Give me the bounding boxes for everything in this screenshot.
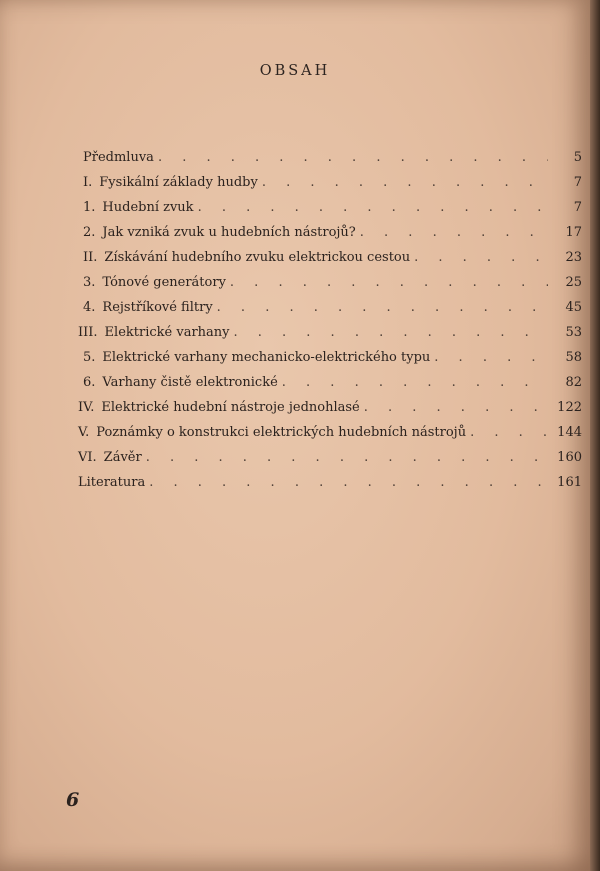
toc-entry-page: 5 bbox=[573, 150, 582, 165]
toc-entry-title: Jak vzniká zvuk u hudebních nástrojů? bbox=[102, 225, 356, 240]
toc-entry-page: 7 bbox=[573, 175, 582, 190]
toc-entry-page: 23 bbox=[565, 250, 582, 265]
toc-entry-chapter-4 bbox=[78, 400, 582, 415]
leader-dots bbox=[282, 375, 548, 390]
toc-entry-literatura bbox=[78, 475, 582, 490]
toc-entry-chapter-2 bbox=[83, 250, 582, 265]
toc-entry-page: 144 bbox=[557, 425, 582, 440]
leader-dots bbox=[230, 275, 548, 290]
toc-entry-page: 7 bbox=[573, 200, 582, 215]
toc-entry-title: Varhany čistě elektronické bbox=[102, 375, 278, 390]
toc-entry-predmluva bbox=[83, 150, 582, 165]
toc-entry-chapter-3 bbox=[78, 325, 582, 340]
leader-dots bbox=[414, 250, 548, 265]
leader-dots bbox=[198, 200, 548, 215]
toc-entry-section-5 bbox=[83, 350, 582, 365]
toc-entry-section-2 bbox=[83, 225, 582, 240]
toc-entry-page: 53 bbox=[565, 325, 582, 340]
leader-dots bbox=[262, 175, 548, 190]
toc-entry-page: 82 bbox=[565, 375, 582, 390]
toc-entry-page: 161 bbox=[557, 475, 582, 490]
toc-entry-number: II. bbox=[83, 250, 98, 265]
toc-entry-section-6 bbox=[83, 375, 582, 390]
toc-entry-page: 45 bbox=[565, 300, 582, 315]
toc-entry-chapter-1 bbox=[83, 175, 582, 190]
toc-entry-number: 1. bbox=[83, 200, 96, 215]
toc-entry-title: Rejstříkové filtry bbox=[102, 300, 213, 315]
toc-entry-title: Hudební zvuk bbox=[102, 200, 194, 215]
toc-entry-section-3 bbox=[83, 275, 582, 290]
page-title: OBSAH bbox=[259, 63, 331, 79]
leader-dots bbox=[364, 400, 548, 415]
toc-entry-page: 160 bbox=[557, 450, 582, 465]
leader-dots bbox=[434, 350, 548, 365]
toc-entry-number: IV. bbox=[78, 400, 95, 415]
toc-entry-number: III. bbox=[78, 325, 98, 340]
toc-entry-number: VI. bbox=[78, 450, 97, 465]
toc-entry-title: Předmluva bbox=[83, 150, 154, 165]
toc-entry-title: Elektrické hudební nástroje jednohlasé bbox=[101, 400, 360, 415]
toc-entry-chapter-6 bbox=[78, 450, 582, 465]
toc-entry-number: V. bbox=[78, 425, 90, 440]
toc-entry-number: 6. bbox=[83, 375, 96, 390]
leader-dots bbox=[234, 325, 549, 340]
leader-dots bbox=[149, 475, 548, 490]
toc-entry-title: Závěr bbox=[103, 450, 142, 465]
toc-entry-number: 2. bbox=[83, 225, 96, 240]
toc-entry-title: Tónové generátory bbox=[102, 275, 226, 290]
toc-entry-title: Elektrické varhany mechanicko-elektrického typu bbox=[102, 350, 431, 365]
toc-entry-section-4 bbox=[83, 300, 582, 315]
toc-entry-number: 3. bbox=[83, 275, 96, 290]
toc-entry-page: 122 bbox=[557, 400, 582, 415]
leader-dots bbox=[470, 425, 548, 440]
toc-entry-title: Poznámky o konstrukci elektrických hudebních nástrojů bbox=[96, 425, 467, 440]
toc-entry-page: 25 bbox=[565, 275, 582, 290]
toc-entry-title: Elektrické varhany bbox=[104, 325, 230, 340]
toc-entry-chapter-5 bbox=[78, 425, 582, 440]
toc-entry-page: 58 bbox=[565, 350, 582, 365]
leader-dots bbox=[158, 150, 548, 165]
leader-dots bbox=[146, 450, 548, 465]
page-number: 6 bbox=[66, 789, 80, 811]
toc-entry-page: 17 bbox=[565, 225, 582, 240]
toc-entry-title: Literatura bbox=[78, 475, 146, 490]
toc-entry-title: Získávání hudebního zvuku elektrickou cestou bbox=[104, 250, 411, 265]
toc-entry-number: I. bbox=[83, 175, 93, 190]
toc-entry-title: Fysikální základy hudby bbox=[99, 175, 258, 190]
toc-entry-number: 5. bbox=[83, 350, 96, 365]
toc-entry-section-1 bbox=[83, 200, 582, 215]
toc-entry-number: 4. bbox=[83, 300, 96, 315]
leader-dots bbox=[360, 225, 548, 240]
leader-dots bbox=[217, 300, 548, 315]
